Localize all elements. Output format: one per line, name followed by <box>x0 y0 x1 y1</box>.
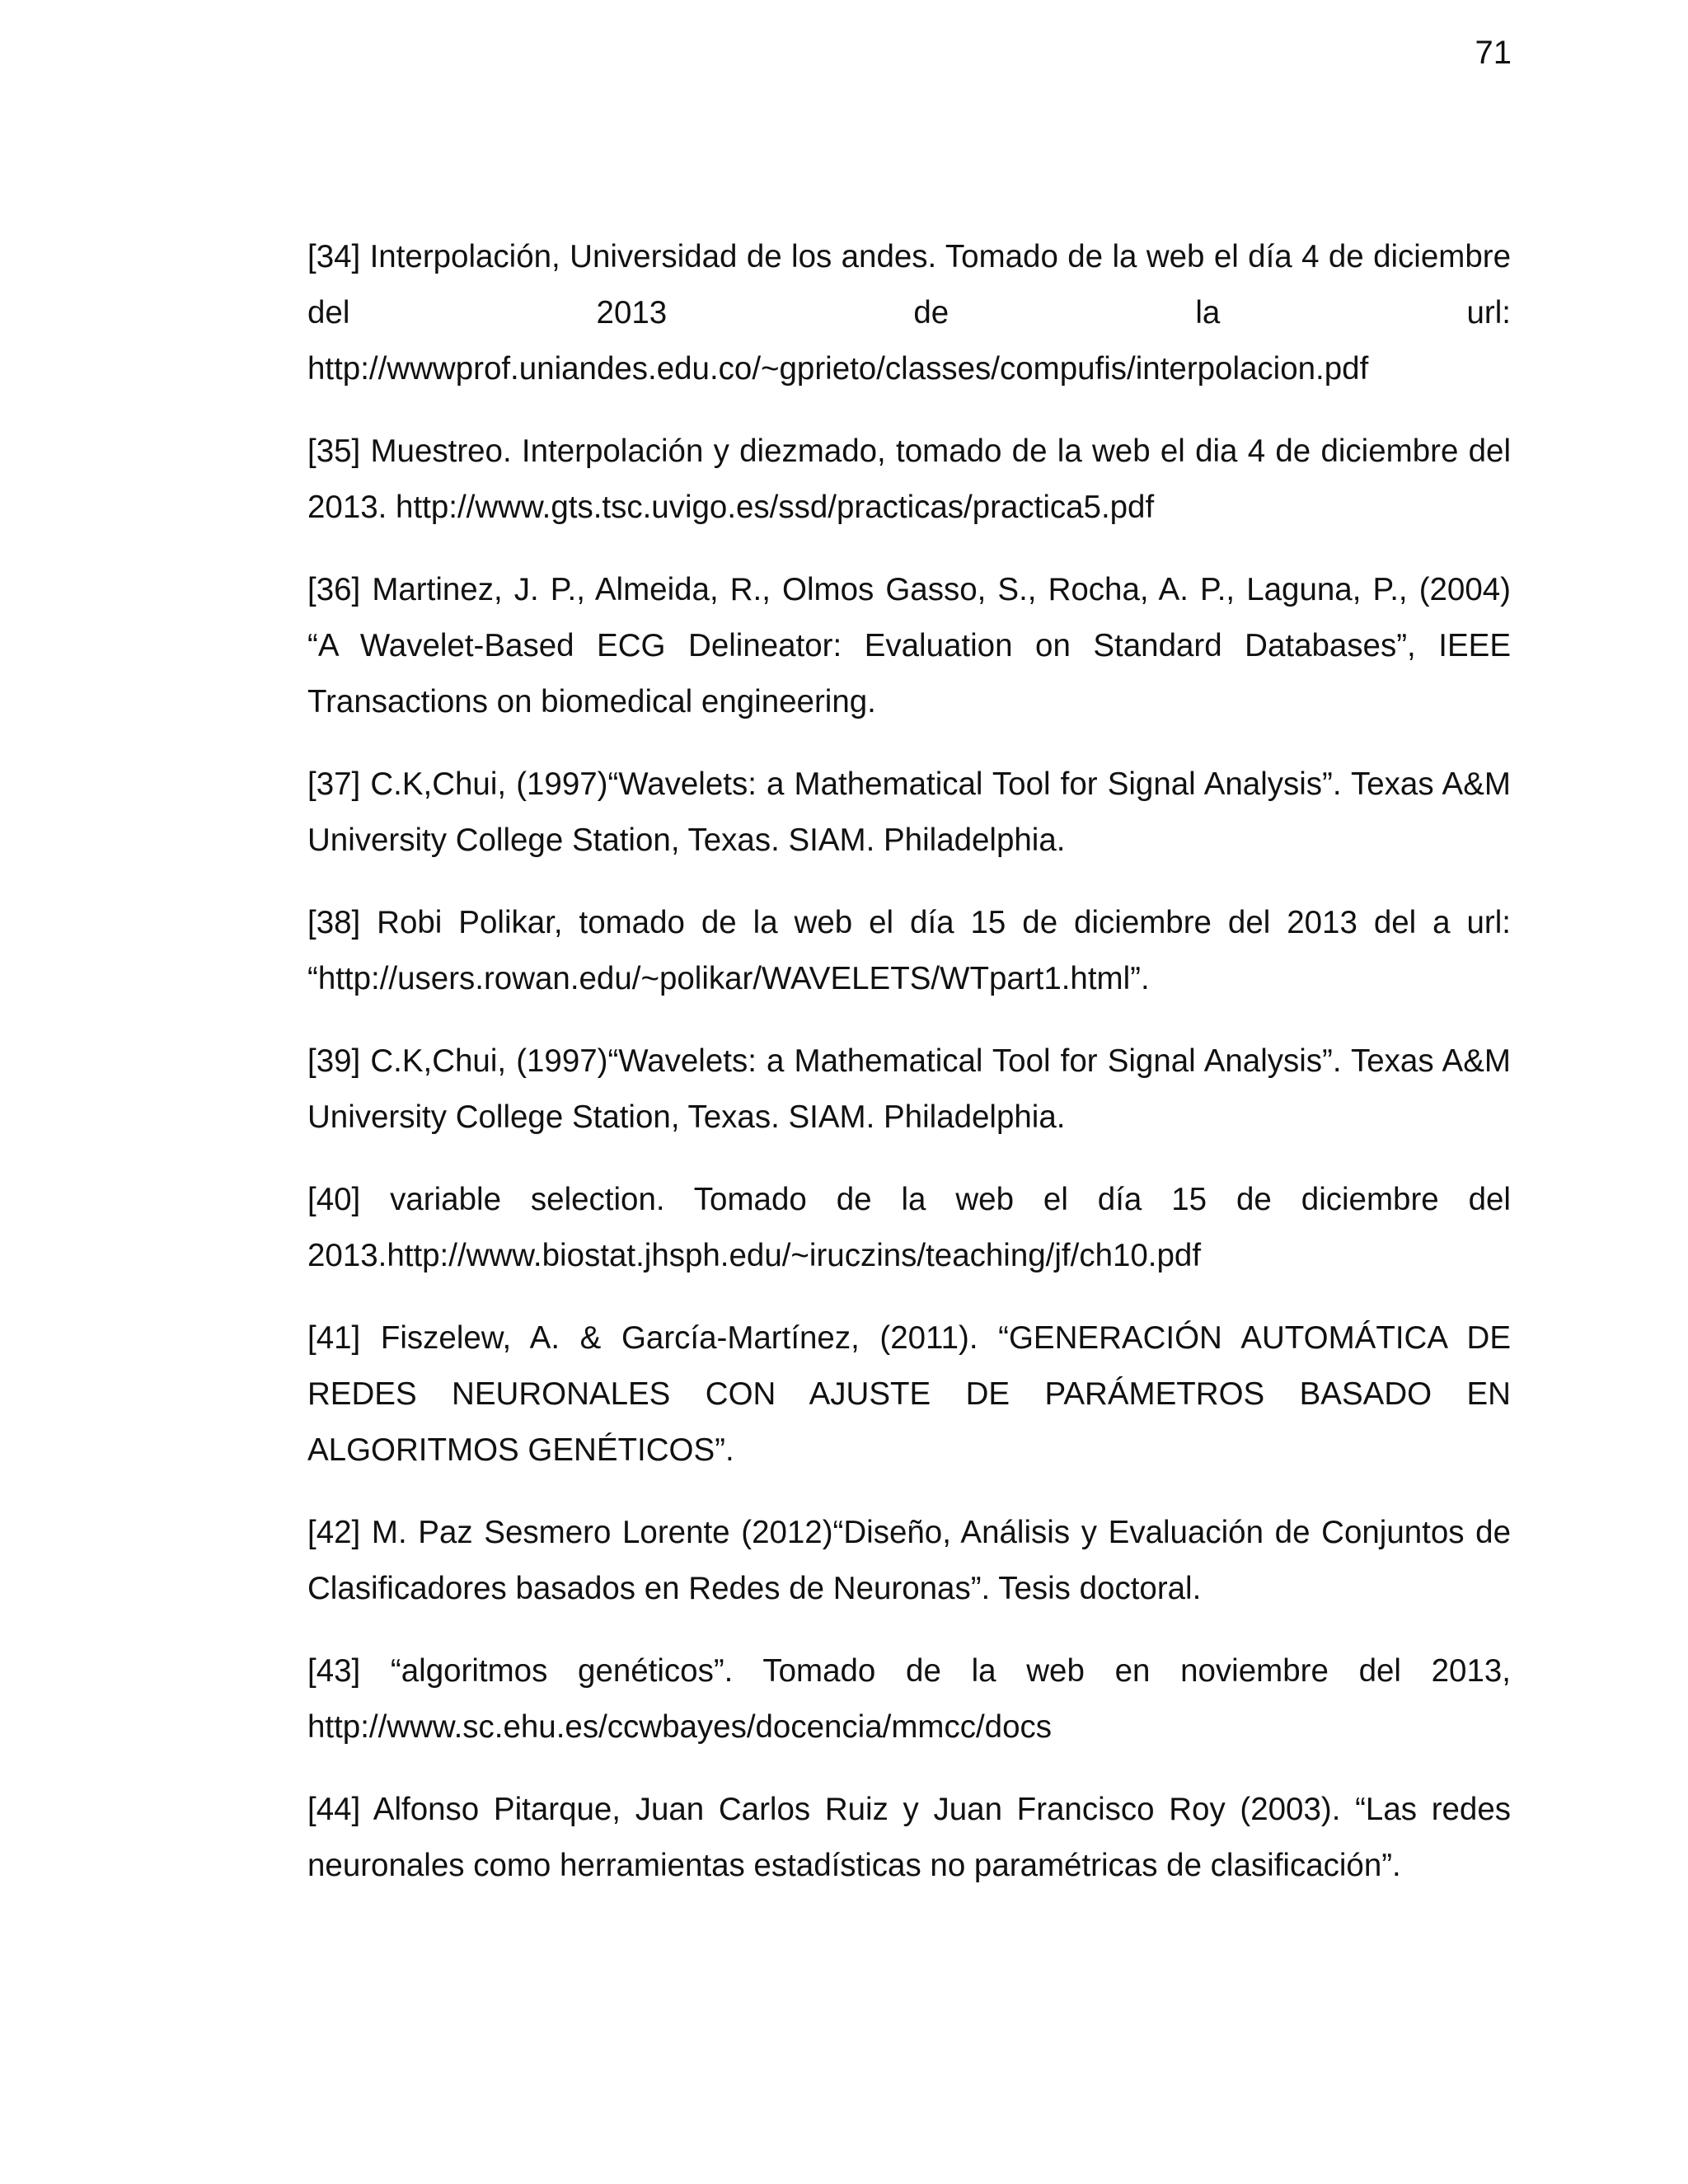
reference-text: [39] C.K,Chui, (1997)“Wavelets: a Mathematical Tool for Signal Analysis”. Texas A&M University College Station, Texas. SIAM. Philadelphia. <box>307 1043 1511 1135</box>
reference-text: [43] “algoritmos genéticos”. Tomado de la web en noviembre del 2013, http://www.sc.ehu.es/ccwbayes/docencia/mmcc/docs <box>307 1653 1511 1745</box>
reference-text: [34] Interpolación, Universidad de los andes. Tomado de la web el día 4 de diciembre del 2013 de la url: http://wwwprof.uniandes.edu.co/~gprieto/classes/compufis/interpolacion.pdf <box>307 239 1511 387</box>
reference-item-41 <box>307 1310 1511 1479</box>
reference-text: [42] M. Paz Sesmero Lorente (2012)“Diseño, Análisis y Evaluación de Conjuntos de Clasificadores basados en Redes de Neuronas”. Tesis doctoral. <box>307 1515 1511 1606</box>
reference-item-43 <box>307 1643 1511 1755</box>
reference-item-42 <box>307 1505 1511 1617</box>
reference-item-35 <box>307 424 1511 536</box>
reference-item-39 <box>307 1033 1511 1146</box>
reference-item-37 <box>307 757 1511 869</box>
reference-text: [40] variable selection. Tomado de la web el día 15 de diciembre del 2013.http://www.biostat.jhsph.edu/~iruczins/teaching/jf/ch10.pdf <box>307 1182 1511 1273</box>
reference-item-44 <box>307 1782 1511 1894</box>
reference-text: [38] Robi Polikar, tomado de la web el día 15 de diciembre del 2013 del a url: “http://users.rowan.edu/~polikar/WAVELETS/WTpart1.html”. <box>307 905 1511 996</box>
reference-text: [35] Muestreo. Interpolación y diezmado, tomado de la web el dia 4 de diciembre del 2013. http://www.gts.tsc.uvigo.es/ssd/practicas/practica5.pdf <box>307 434 1511 525</box>
reference-item-36 <box>307 562 1511 730</box>
reference-text: [36] Martinez, J. P., Almeida, R., Olmos Gasso, S., Rocha, A. P., Laguna, P., (2004) “A Wavelet-Based ECG Delineator: Evaluation on Standard Databases”, IEEE Transactions on biomedical engineering. <box>307 572 1511 719</box>
reference-list <box>307 229 1511 1920</box>
reference-text: [44] Alfonso Pitarque, Juan Carlos Ruiz y Juan Francisco Roy (2003). “Las redes neuronales como herramientas estadísticas no paramétricas de clasificación”. <box>307 1792 1511 1883</box>
reference-item-38 <box>307 895 1511 1007</box>
reference-item-34 <box>307 229 1511 397</box>
reference-item-40 <box>307 1172 1511 1284</box>
page-number: 71 <box>1475 35 1512 71</box>
reference-text: [37] C.K,Chui, (1997)“Wavelets: a Mathematical Tool for Signal Analysis”. Texas A&M University College Station, Texas. SIAM. Philadelphia. <box>307 766 1511 858</box>
reference-text: [41] Fiszelew, A. & García-Martínez, (2011). “GENERACIÓN AUTOMÁTICA DE REDES NEURONALES CON AJUSTE DE PARÁMETROS BASADO EN ALGORITMOS GENÉTICOS”. <box>307 1320 1511 1468</box>
